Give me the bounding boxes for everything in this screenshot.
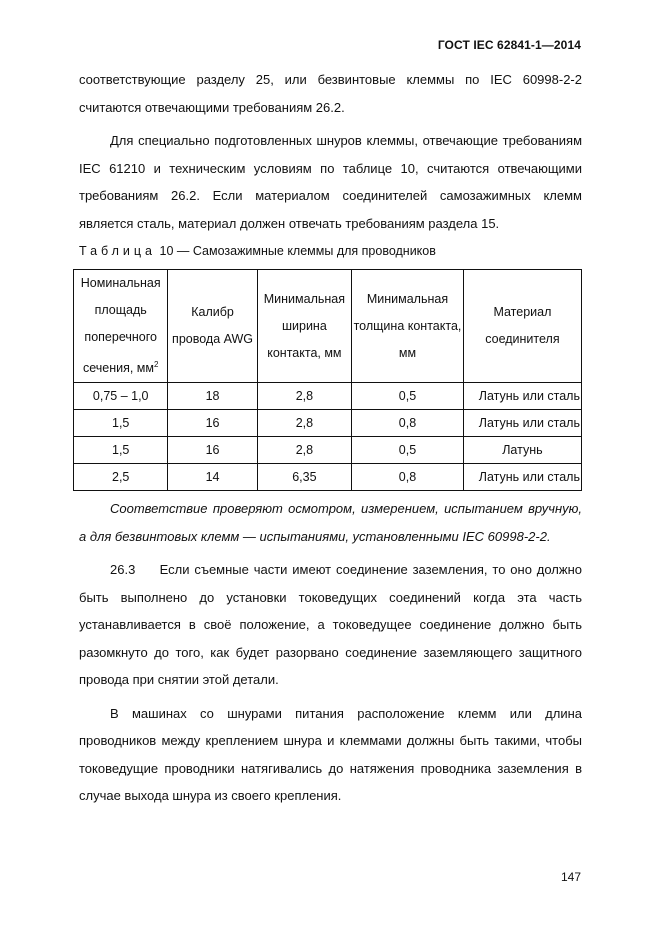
table-cell: 2,8 (257, 383, 351, 410)
section-26-3 (79, 556, 582, 694)
table-cell: 1,5 (74, 437, 168, 464)
table-cell: 14 (168, 464, 257, 491)
table-cell: 0,5 (352, 437, 464, 464)
table-caption-label: Таблица (79, 244, 157, 258)
table-cell: 6,35 (257, 464, 351, 491)
header-material: Материал соединителя (463, 270, 581, 383)
header-min-width: Минимальная ширина контакта, мм (257, 270, 351, 383)
table-row (74, 464, 582, 491)
table-cell: Латунь (463, 437, 581, 464)
table-cell: 16 (168, 437, 257, 464)
table-header-row (74, 270, 582, 383)
paragraph-power-cords: В машинах со шнурами питания расположение клемм или длина проводников между креплением шнура и клеммами должны быть такими, чтобы токоведущие проводники натягивались до натяжения проводника заземления в случае выхода шнура из своего крепления. (79, 705, 582, 803)
table-row (74, 437, 582, 464)
paragraph-special-cords: Для специально подготовленных шнуров клеммы, отвечающие требованиям IEC 61210 и техническим условиям по таблице 10, считаются отвечающими требованиям 26.2. Если материалом соединителей самозажимных клемм является сталь, материал должен отвечать требованиям раздела 15. (79, 133, 582, 231)
table-cell: 16 (168, 410, 257, 437)
table-cell: 18 (168, 383, 257, 410)
page-content (79, 66, 582, 810)
table-cell: 0,8 (352, 410, 464, 437)
table-cell: 2,5 (74, 464, 168, 491)
table-cell: 0,75 – 1,0 (74, 383, 168, 410)
header-cross-section: Номинальная площадь поперечного сечения, $мм^2$ (74, 270, 168, 383)
header-min-thickness: Минимальная толщина контакта, мм (352, 270, 464, 383)
header-awg: Калибр провода AWG (168, 270, 257, 383)
table-caption (79, 241, 582, 261)
table-row (74, 383, 582, 410)
table-cell: 0,5 (352, 383, 464, 410)
section-number: 26.3 (110, 562, 136, 577)
table-cell: 1,5 (74, 410, 168, 437)
header-superscript: 2 (154, 360, 159, 369)
table-cell: 0,8 (352, 464, 464, 491)
table-row (74, 410, 582, 437)
terminals-table (73, 269, 582, 491)
table-cell: Латунь или сталь (463, 410, 581, 437)
table-cell: 2,8 (257, 410, 351, 437)
table-cell: 2,8 (257, 437, 351, 464)
table-caption-title: — Самозажимные клеммы для проводников (176, 244, 436, 258)
section-text: Если съемные части имеют соединение заземления, то оно должно быть выполнено до установки токоведущих соединений когда эта часть устанавливается в своё положение, а токоведущее соединение должно быть разомкнуто до того, как будет разорвано соединение заземляющего защитного провода при снятии этой детали. (79, 562, 582, 687)
table-cell: Латунь или сталь (463, 464, 581, 491)
compliance-note: Соответствие проверяют осмотром, измерением, испытанием вручную, а для безвинтовых клемм — испытаниями, установленными IEC 60998-2-2. (79, 501, 582, 544)
paragraph-continuation: соответствующие разделу 25, или безвинтовые клеммы по IEC 60998-2-2 считаются отвечающими требованиям 26.2. (79, 72, 582, 115)
table-cell: Латунь или сталь (463, 383, 581, 410)
page-header: ГОСТ IEC 62841-1—2014 (437, 38, 581, 52)
page-number: 147 (560, 870, 581, 884)
table-caption-number: 10 (159, 244, 174, 258)
